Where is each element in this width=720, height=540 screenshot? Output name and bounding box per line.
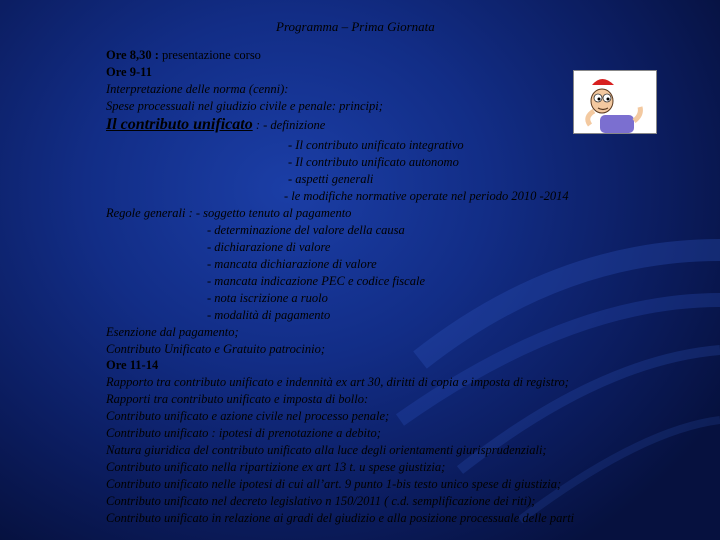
regole-item: - dichiarazione di valore (207, 240, 331, 254)
line-interpretazione: Interpretazione delle norma (cenni): (106, 82, 289, 96)
schedule-line-11-14: Ore 11-14 (106, 358, 159, 372)
bottom-item: Contributo unificato nel decreto legislativo n 150/2011 ( c.d. semplificazione dei riti); (106, 494, 536, 508)
sub-item: - Il contributo unificato autonomo (288, 155, 459, 169)
bottom-item: Natura giuridica del contributo unificato alla luce degli orientamenti giurisprudenziali; (106, 443, 547, 457)
character-icon (574, 71, 656, 133)
bottom-item: Contributo unificato nella ripartizione ex art 13 t. u spese giustizia; (106, 460, 446, 474)
regole-item: - nota iscrizione a ruolo (207, 291, 328, 305)
line-text: presentazione corso (158, 48, 261, 62)
bottom-item: Contributo unificato nelle ipotesi di cui all’art. 9 punto 1-bis testo unico spese di giustizia; (106, 477, 562, 491)
line-spese: Spese processuali nel giudizio civile e penale: principi; (106, 99, 383, 113)
regole-item: - modalità di pagamento (207, 308, 331, 322)
line-text: : - definizione (252, 118, 326, 132)
page-title: Programma – Prima Giornata (276, 19, 435, 34)
time-label: Ore 8,30 : (106, 48, 159, 62)
schedule-line-830 (106, 47, 261, 63)
schedule-line-9-11: Ore 9-11 (106, 65, 152, 79)
regole-item: - mancata dichiarazione di valore (207, 257, 377, 271)
contributo-heading: Il contributo unificato (106, 116, 253, 133)
bottom-item: Contributo unificato e azione civile nel processo penale; (106, 409, 390, 423)
regole-item: - determinazione del valore della causa (207, 223, 405, 237)
bottom-item: Contributo unificato : ipotesi di prenotazione a debito; (106, 426, 381, 440)
bottom-item: Contributo unificato in relazione ai gradi del giudizio e alla posizione processuale delle parti (106, 511, 575, 525)
sub-item: - le modifiche normative operate nel periodo 2010 -2014 (284, 189, 569, 203)
thinking-character-clipart (573, 70, 657, 134)
line-gratuito: Contributo Unificato e Gratuito patrocinio; (106, 342, 325, 356)
regole-item: - mancata indicazione PEC e codice fiscale (207, 274, 425, 288)
line-contributo-heading (106, 117, 325, 133)
line-esenzione: Esenzione dal pagamento; (106, 325, 239, 339)
bottom-item: Rapporto tra contributo unificato e indennità ex art 30, diritti di copia e imposta di registro; (106, 375, 569, 389)
sub-item: - Il contributo unificato integrativo (288, 138, 464, 152)
bottom-item: Rapporti tra contributo unificato e imposta di bollo: (106, 392, 369, 406)
sub-item: - aspetti generali (288, 172, 374, 186)
regole-heading: Regole generali : - soggetto tenuto al pagamento (106, 206, 352, 220)
